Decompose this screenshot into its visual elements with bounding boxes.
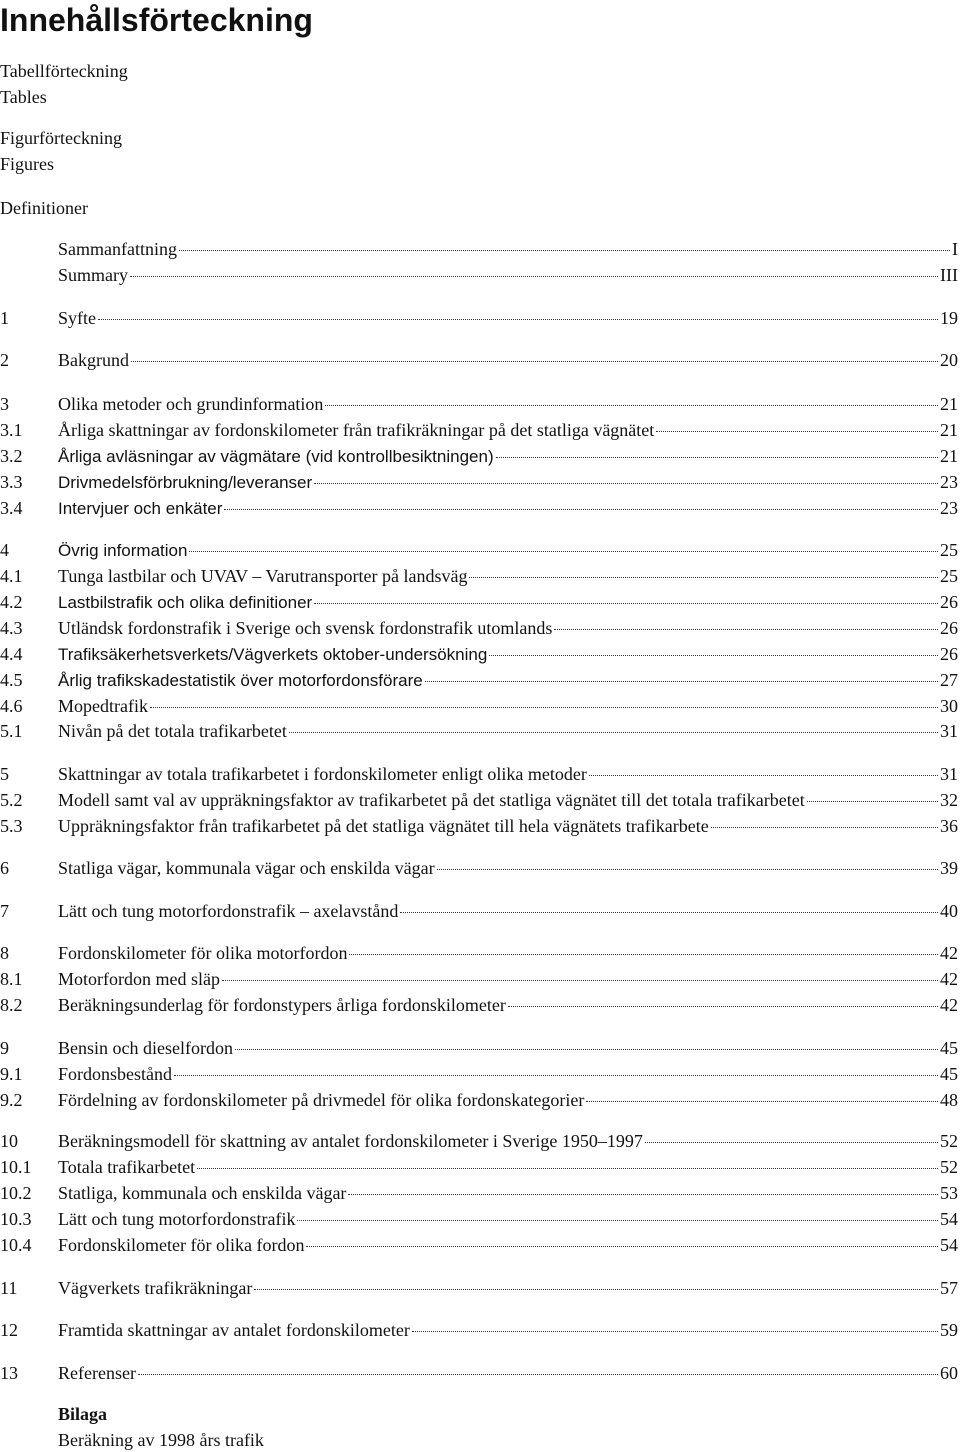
toc-entry-page[interactable]: 52 xyxy=(940,1131,958,1151)
toc-entry-page[interactable]: 42 xyxy=(940,969,958,989)
dot-leader xyxy=(412,1331,938,1332)
dot-leader xyxy=(645,1142,938,1143)
toc-entry[interactable] xyxy=(0,1036,958,1060)
toc-entry-number: 5 xyxy=(0,764,9,784)
toc-entry-number: 3.3 xyxy=(0,472,23,492)
front-item-figures[interactable]: Figures xyxy=(0,154,54,174)
toc-entry-page[interactable]: 40 xyxy=(940,901,958,921)
dot-leader xyxy=(400,912,938,913)
dot-leader xyxy=(589,775,938,776)
toc-entry-page[interactable]: 36 xyxy=(940,816,958,836)
appendix-text[interactable]: Beräkning av 1998 års trafik xyxy=(58,1430,264,1450)
toc-entry[interactable] xyxy=(0,1233,958,1257)
front-item-tables[interactable]: Tables xyxy=(0,87,47,107)
toc-entry-label[interactable]: Trafiksäkerhetsverkets/Vägverkets oktober-undersökning xyxy=(58,645,488,664)
toc-entry-number: 9 xyxy=(0,1038,9,1058)
toc-entry-page[interactable]: 21 xyxy=(940,446,958,466)
toc-entry-label[interactable]: Årlig trafikskadestatistik över motorfordonsförare xyxy=(58,671,423,690)
toc-entry-label[interactable]: Totala trafikarbetet xyxy=(58,1157,196,1177)
toc-entry-label[interactable]: Mopedtrafik xyxy=(58,696,148,716)
dot-leader xyxy=(289,732,938,733)
toc-entry-label[interactable]: Fordonskilometer för olika fordon xyxy=(58,1235,305,1255)
toc-entry[interactable] xyxy=(0,788,958,812)
toc-entry-page[interactable]: 45 xyxy=(940,1038,958,1058)
toc-entry-label[interactable]: Tunga lastbilar och UVAV – Varutransporter på landsväg xyxy=(58,566,468,586)
page-title: Innehållsförteckning xyxy=(0,2,313,38)
toc-entry-page[interactable]: 30 xyxy=(940,696,958,716)
dot-leader xyxy=(314,483,938,484)
toc-entry-label[interactable]: Fordonskilometer för olika motorfordon xyxy=(58,943,348,963)
toc-entry-number: 4.6 xyxy=(0,696,23,716)
front-item-definitioner[interactable]: Definitioner xyxy=(0,198,88,218)
toc-entry-number: 3.2 xyxy=(0,446,23,466)
toc-entry-label[interactable]: Syfte xyxy=(58,308,96,328)
dot-leader xyxy=(325,405,938,406)
toc-entry-number: 5.2 xyxy=(0,790,23,810)
toc-entry[interactable] xyxy=(0,694,958,718)
dot-leader xyxy=(131,361,938,362)
toc-entry[interactable] xyxy=(0,263,958,287)
toc-entry-page[interactable]: 25 xyxy=(940,540,958,560)
toc-entry-page[interactable]: 42 xyxy=(940,995,958,1015)
dot-leader xyxy=(437,869,938,870)
toc-entry-label[interactable]: Bensin och dieselfordon xyxy=(58,1038,233,1058)
toc-entry-number: 1 xyxy=(0,308,9,328)
toc-entry[interactable] xyxy=(0,418,958,442)
dot-leader xyxy=(224,509,938,510)
toc-entry[interactable] xyxy=(0,538,958,562)
toc-entry[interactable] xyxy=(0,496,958,520)
toc-entry-page[interactable]: 21 xyxy=(940,394,958,414)
toc-entry[interactable] xyxy=(0,719,958,743)
toc-entry-label[interactable]: Fordonsbestånd xyxy=(58,1064,172,1084)
toc-entry[interactable] xyxy=(0,1062,958,1086)
toc-entry[interactable] xyxy=(0,1129,958,1153)
toc-entry-page[interactable]: 60 xyxy=(940,1363,958,1383)
toc-entry-label[interactable]: Årliga skattningar av fordonskilometer från trafikräkningar på det statliga vägnätet xyxy=(58,420,655,440)
toc-entry-number: 4.5 xyxy=(0,670,23,690)
toc-entry-number: 4.1 xyxy=(0,566,23,586)
toc-entry-page[interactable]: 23 xyxy=(940,472,958,492)
toc-entry-number: 8 xyxy=(0,943,9,963)
toc-entry[interactable] xyxy=(0,1276,958,1300)
dot-leader xyxy=(174,1075,938,1076)
toc-entry-page[interactable]: 31 xyxy=(940,764,958,784)
toc-entry-number: 10.2 xyxy=(0,1183,32,1203)
toc-entry[interactable] xyxy=(0,590,958,614)
toc-entry-number: 3 xyxy=(0,394,9,414)
toc-entry[interactable] xyxy=(0,1155,958,1179)
toc-entry-label[interactable]: Framtida skattningar av antalet fordonskilometer xyxy=(58,1320,410,1340)
toc-entry[interactable] xyxy=(0,941,958,965)
toc-entry[interactable] xyxy=(0,1318,958,1342)
toc-entry-number: 4.4 xyxy=(0,644,23,664)
toc-entry[interactable] xyxy=(0,762,958,786)
toc-entry-label[interactable]: Intervjuer och enkäter xyxy=(58,499,223,518)
toc-entry-label[interactable]: Olika metoder och grundinformation xyxy=(58,394,324,414)
toc-entry[interactable] xyxy=(0,616,958,640)
toc-entry-label[interactable]: Uppräkningsfaktor från trafikarbetet på det statliga vägnätet till hela vägnätets trafikarbete xyxy=(58,816,709,836)
toc-entry[interactable] xyxy=(0,470,958,494)
dot-leader xyxy=(254,1289,938,1290)
dot-leader xyxy=(586,1101,938,1102)
toc-entry-number: 10.4 xyxy=(0,1235,32,1255)
toc-entry-number: 12 xyxy=(0,1320,18,1340)
toc-entry-number: 6 xyxy=(0,858,9,878)
toc-entry-label[interactable]: Beräkningsunderlag för fordonstypers årliga fordonskilometer xyxy=(58,995,506,1015)
toc-entry-page[interactable]: 27 xyxy=(940,670,958,690)
toc-entry-page[interactable]: 52 xyxy=(940,1157,958,1177)
toc-entry-label[interactable]: Vägverkets trafikräkningar xyxy=(58,1278,253,1298)
dot-leader xyxy=(235,1049,938,1050)
dot-leader xyxy=(297,1220,938,1221)
toc-entry-number: 10 xyxy=(0,1131,18,1151)
toc-entry-number: 9.1 xyxy=(0,1064,23,1084)
dot-leader xyxy=(150,707,938,708)
toc-entry-page[interactable]: 45 xyxy=(940,1064,958,1084)
toc-entry-number: 4.3 xyxy=(0,618,23,638)
toc-entry-page[interactable]: 39 xyxy=(940,858,958,878)
toc-entry-number: 7 xyxy=(0,901,9,921)
toc-entry-page[interactable]: 54 xyxy=(940,1209,958,1229)
dot-leader xyxy=(425,681,938,682)
toc-entry-page[interactable]: 20 xyxy=(940,350,958,370)
dot-leader xyxy=(554,629,938,630)
toc-entry-number: 2 xyxy=(0,350,9,370)
toc-entry[interactable] xyxy=(0,444,958,468)
toc-entry[interactable] xyxy=(0,856,958,880)
dot-leader xyxy=(314,603,938,604)
dot-leader xyxy=(656,431,938,432)
toc-entry-label[interactable]: Motorfordon med släp xyxy=(58,969,220,989)
dot-leader xyxy=(489,655,938,656)
dot-leader xyxy=(189,551,938,552)
toc-entry[interactable] xyxy=(0,392,958,416)
toc-entry-label[interactable]: Fördelning av fordonskilometer på drivmedel för olika fordonskategorier xyxy=(58,1090,585,1110)
toc-entry-label[interactable]: Nivån på det totala trafikarbetet xyxy=(58,721,287,741)
toc-entry-page[interactable]: 26 xyxy=(940,644,958,664)
toc-entry-number: 4.2 xyxy=(0,592,23,612)
toc-entry-page[interactable]: 26 xyxy=(940,618,958,638)
toc-entry-page[interactable]: 31 xyxy=(940,721,958,741)
toc-entry-label[interactable]: Referenser xyxy=(58,1363,136,1383)
dot-leader xyxy=(711,827,938,828)
dot-leader xyxy=(807,801,938,802)
toc-entry[interactable] xyxy=(0,814,958,838)
toc-entry-label[interactable]: Skattningar av totala trafikarbetet i fordonskilometer enligt olika metoder xyxy=(58,764,587,784)
dot-leader xyxy=(348,1194,938,1195)
toc-entry-number: 8.1 xyxy=(0,969,23,989)
toc-entry-label[interactable]: Modell samt val av uppräkningsfaktor av trafikarbetet på det statliga vägnätet till det totala trafikarbetet xyxy=(58,790,805,810)
toc-entry[interactable] xyxy=(0,348,958,372)
toc-entry-page[interactable]: 19 xyxy=(940,308,958,328)
toc-entry-label[interactable]: Beräkningsmodell för skattning av antalet fordonskilometer i Sverige 1950–1997 xyxy=(58,1131,643,1151)
appendix-heading: Bilaga xyxy=(58,1404,108,1424)
dot-leader xyxy=(496,457,938,458)
toc-entry[interactable] xyxy=(0,564,958,588)
dot-leader xyxy=(138,1374,938,1375)
toc-entry[interactable] xyxy=(0,899,958,923)
dot-leader xyxy=(469,577,938,578)
toc-entry-label[interactable]: Summary xyxy=(58,265,128,285)
toc-entry-label[interactable]: Statliga vägar, kommunala vägar och enskilda vägar xyxy=(58,858,435,878)
dot-leader xyxy=(98,319,938,320)
toc-entry[interactable] xyxy=(0,237,958,261)
dot-leader xyxy=(197,1168,938,1169)
toc-entry-label[interactable]: Övrig information xyxy=(58,541,188,560)
toc-entry-label[interactable]: Lastbilstrafik och olika definitioner xyxy=(58,593,313,612)
dot-leader xyxy=(179,250,950,251)
toc-entry-label[interactable]: Drivmedelsförbrukning/leveranser xyxy=(58,473,313,492)
toc-entry-label[interactable]: Årliga avläsningar av vägmätare (vid kontrollbesiktningen) xyxy=(58,447,494,466)
toc-entry-page[interactable]: 57 xyxy=(940,1278,958,1298)
dot-leader xyxy=(222,980,938,981)
toc-entry[interactable] xyxy=(0,967,958,991)
toc-entry-page[interactable]: 26 xyxy=(940,592,958,612)
toc-entry-label[interactable]: Bakgrund xyxy=(58,350,129,370)
toc-entry[interactable] xyxy=(0,1088,958,1112)
toc-entry-label[interactable]: Lätt och tung motorfordonstrafik xyxy=(58,1209,296,1229)
dot-leader xyxy=(508,1006,938,1007)
dot-leader xyxy=(306,1246,938,1247)
toc-entry-page[interactable]: 59 xyxy=(940,1320,958,1340)
toc-entry[interactable] xyxy=(0,1207,958,1231)
toc-entry[interactable] xyxy=(0,1181,958,1205)
toc-entry-number: 13 xyxy=(0,1363,18,1383)
toc-entry[interactable] xyxy=(0,1361,958,1385)
toc-entry-page[interactable]: I xyxy=(952,239,958,259)
toc-entry-page[interactable]: 25 xyxy=(940,566,958,586)
toc-entry-number: 10.3 xyxy=(0,1209,32,1229)
toc-entry-page[interactable]: 23 xyxy=(940,498,958,518)
dot-leader xyxy=(349,954,938,955)
toc-entry-number: 3.1 xyxy=(0,420,23,440)
toc-entry-label[interactable]: Statliga, kommunala och enskilda vägar xyxy=(58,1183,347,1203)
toc-entry-page[interactable]: 42 xyxy=(940,943,958,963)
toc-entry[interactable] xyxy=(0,668,958,692)
toc-entry-label[interactable]: Sammanfattning xyxy=(58,239,177,259)
dot-leader xyxy=(130,276,938,277)
toc-entry-label[interactable]: Lätt och tung motorfordonstrafik – axelavstånd xyxy=(58,901,399,921)
toc-entry-number: 5.3 xyxy=(0,816,23,836)
toc-entry[interactable] xyxy=(0,306,958,330)
toc-entry-number: 10.1 xyxy=(0,1157,32,1177)
toc-entry-label[interactable]: Utländsk fordonstrafik i Sverige och svensk fordonstrafik utomlands xyxy=(58,618,553,638)
toc-entry-number: 8.2 xyxy=(0,995,23,1015)
toc-entry-number: 9.2 xyxy=(0,1090,23,1110)
toc-entry-page[interactable]: 48 xyxy=(940,1090,958,1110)
toc-entry-page[interactable]: 54 xyxy=(940,1235,958,1255)
toc-entry-page[interactable]: 32 xyxy=(940,790,958,810)
toc-entry-number: 4 xyxy=(0,540,9,560)
toc-entry[interactable] xyxy=(0,993,958,1017)
toc-entry-page[interactable]: 21 xyxy=(940,420,958,440)
toc-entry-page[interactable]: 53 xyxy=(940,1183,958,1203)
front-item-figurforteckning[interactable]: Figurförteckning xyxy=(0,128,122,148)
front-item-tabellforteckning[interactable]: Tabellförteckning xyxy=(0,61,128,81)
toc-entry[interactable] xyxy=(0,642,958,666)
toc-entry-number: 11 xyxy=(0,1278,18,1298)
toc-entry-number: 3.4 xyxy=(0,498,23,518)
toc-entry-page[interactable]: III xyxy=(940,265,958,285)
toc-entry-number: 5.1 xyxy=(0,721,23,741)
